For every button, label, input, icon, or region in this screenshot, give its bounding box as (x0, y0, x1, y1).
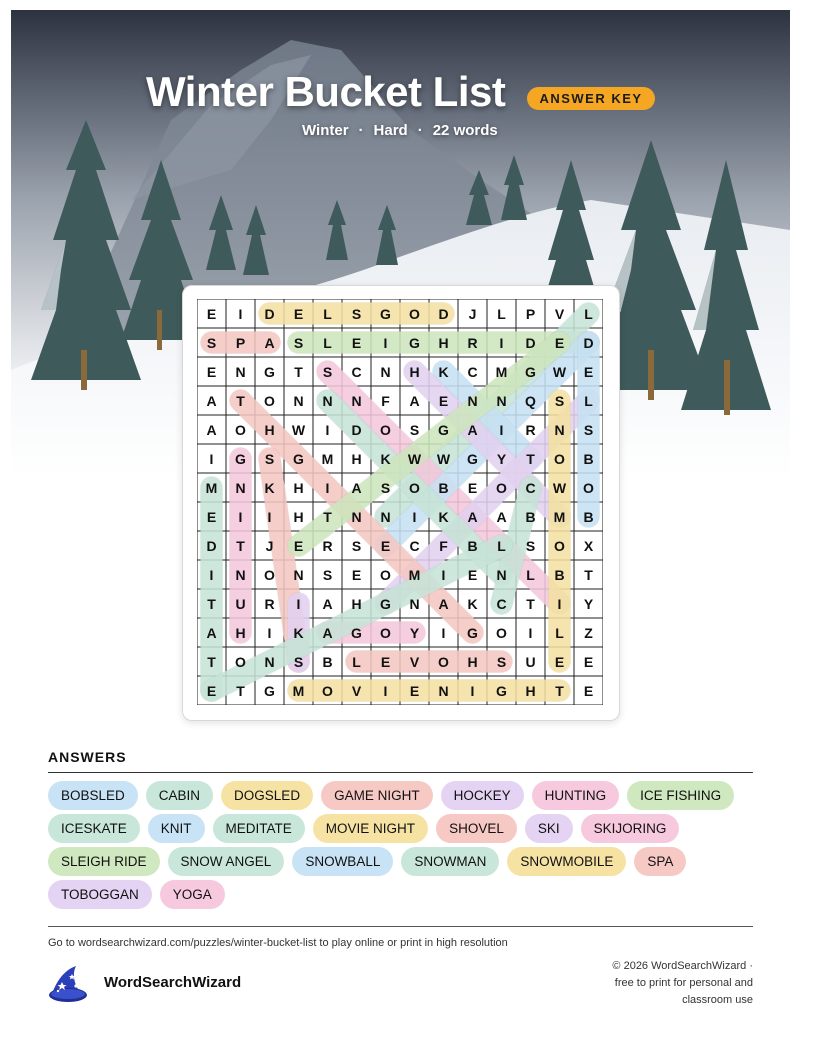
grid-letter: A (206, 392, 217, 409)
grid-letter: L (497, 305, 506, 322)
grid-letter: A (467, 421, 478, 438)
wizard-hat-icon (48, 964, 92, 1004)
answer-word-pill: ICE FISHING (627, 781, 734, 810)
grid-letter: R (264, 595, 275, 612)
grid-letter: N (235, 479, 246, 496)
copyright-line: free to print for personal and (614, 977, 753, 989)
grid-letter: N (496, 392, 507, 409)
footer-divider (48, 926, 753, 927)
grid-letter: W (407, 450, 422, 467)
grid-letter: H (235, 624, 246, 641)
grid-letter: A (206, 624, 217, 641)
grid-letter: I (470, 682, 475, 699)
grid-letter: K (380, 450, 391, 467)
grid-letter: S (293, 653, 304, 670)
grid-letter: O (438, 653, 449, 670)
grid-letter: E (583, 653, 594, 670)
grid-letter: O (322, 682, 333, 699)
answers-word-list (48, 781, 758, 909)
grid-letter: V (351, 682, 362, 699)
grid-letter: D (438, 305, 449, 322)
grid-letter: H (467, 653, 478, 670)
grid-letter: S (264, 450, 275, 467)
grid-letter: S (525, 537, 536, 554)
grid-letter: G (467, 450, 478, 467)
grid-letter: T (236, 392, 245, 409)
grid-letter: G (264, 363, 275, 380)
grid-letter: H (525, 682, 536, 699)
grid-letter: Z (584, 624, 593, 641)
grid-letter: L (555, 624, 564, 641)
grid-letter: E (438, 392, 449, 409)
grid-letter: I (441, 566, 446, 583)
grid-letter: A (264, 334, 275, 351)
grid-letter: G (264, 682, 275, 699)
grid-letter: T (555, 682, 564, 699)
grid-letter: A (206, 421, 217, 438)
grid-letter: M (495, 363, 508, 380)
grid-letter: E (467, 566, 478, 583)
grid-letter: U (525, 653, 536, 670)
grid-letter: H (351, 450, 362, 467)
grid-letter: S (583, 421, 594, 438)
grid-letter: C (409, 537, 420, 554)
page-title: Winter Bucket List (146, 68, 506, 115)
puzzle-meta (302, 122, 498, 139)
grid-letter: M (408, 566, 421, 583)
grid-letter: O (380, 566, 391, 583)
grid-letter: E (409, 682, 420, 699)
answer-word-pill: HUNTING (532, 781, 620, 810)
grid-letter: P (525, 305, 536, 322)
grid-letter: Y (496, 450, 507, 467)
grid-letter: I (528, 624, 533, 641)
grid-letter: E (583, 363, 594, 380)
grid-letter: H (293, 479, 304, 496)
grid-letter: M (553, 508, 566, 525)
answer-word-pill: GAME NIGHT (321, 781, 433, 810)
grid-letter: M (321, 450, 334, 467)
grid-letter: B (322, 653, 333, 670)
grid-letter: O (235, 653, 246, 670)
grid-letter: I (441, 624, 446, 641)
footer-url-text: Go to wordsearchwizard.com/puzzles/winter-bucket-list to play online or print in high resolution (48, 937, 508, 949)
grid-letter: E (380, 653, 391, 670)
grid-letter: W (552, 363, 567, 380)
grid-letter: N (293, 566, 304, 583)
grid-letter: T (526, 450, 535, 467)
grid-letter: V (554, 305, 565, 322)
grid-letter: H (264, 421, 275, 438)
grid-letter: J (468, 305, 477, 322)
grid-letter: S (496, 653, 507, 670)
grid-letter: I (296, 595, 301, 612)
meta-separator: · (358, 122, 364, 139)
grid-letter: G (380, 305, 391, 322)
grid-letter: A (322, 595, 333, 612)
grid-letter: I (499, 421, 504, 438)
grid-letter: G (351, 624, 362, 641)
grid-letter: G (438, 421, 449, 438)
grid-letter: O (409, 305, 420, 322)
copyright-line: © 2026 WordSearchWizard · (612, 960, 753, 972)
grid-letter: O (496, 624, 507, 641)
grid-letter: S (293, 334, 304, 351)
answer-word-pill: SHOVEL (436, 814, 517, 843)
grid-letter: W (436, 450, 451, 467)
grid-letter: S (409, 421, 420, 438)
grid-letter: N (409, 595, 420, 612)
grid-letter: A (351, 479, 362, 496)
answer-word-pill: SLEIGH RIDE (48, 847, 160, 876)
grid-letter: W (291, 421, 306, 438)
answer-word-pill: SNOWBALL (292, 847, 393, 876)
grid-letter: R (525, 421, 536, 438)
grid-letter: B (438, 479, 449, 496)
grid-letter: D (583, 334, 594, 351)
grid-letter: I (267, 624, 272, 641)
word-count-label: 22 words (432, 122, 498, 139)
grid-letter: L (323, 334, 332, 351)
grid-letter: P (235, 334, 246, 351)
grid-letter: I (238, 305, 243, 322)
grid-letter: O (380, 421, 391, 438)
answer-word-pill: SNOWMAN (401, 847, 499, 876)
grid-letter: J (265, 537, 274, 554)
grid-letter: M (205, 479, 218, 496)
answers-heading: ANSWERS (48, 749, 127, 765)
grid-letter: K (438, 363, 449, 380)
grid-letter: I (557, 595, 562, 612)
grid-letter: O (409, 479, 420, 496)
grid-letter: E (467, 479, 478, 496)
grid-letter: I (412, 508, 417, 525)
copyright-line: classroom use (682, 994, 753, 1006)
grid-letter: A (467, 508, 478, 525)
grid-letter: A (322, 624, 333, 641)
answer-word-pill: SKI (525, 814, 573, 843)
grid-letter: E (351, 566, 362, 583)
grid-letter: D (351, 421, 362, 438)
answer-word-pill: HOCKEY (441, 781, 524, 810)
grid-letter: C (467, 363, 478, 380)
grid-letter: L (323, 305, 332, 322)
grid-letter: S (380, 479, 391, 496)
answer-word-pill: SNOWMOBILE (507, 847, 626, 876)
grid-letter: K (438, 508, 449, 525)
grid-letter: E (583, 682, 594, 699)
grid-letter: I (209, 450, 214, 467)
grid-letter: N (380, 363, 391, 380)
grid-letter: E (554, 334, 565, 351)
copyright-text (583, 958, 753, 1009)
grid-letter: X (583, 537, 594, 554)
grid-letter: G (467, 624, 478, 641)
grid-letter: K (293, 624, 304, 641)
grid-letter: O (583, 479, 594, 496)
grid-letter: I (267, 508, 272, 525)
grid-letter: N (554, 421, 565, 438)
grid-letter: O (264, 566, 275, 583)
grid-letter: B (467, 537, 478, 554)
grid-letter: A (438, 595, 449, 612)
grid-letter: N (351, 392, 362, 409)
grid-letter: T (526, 595, 535, 612)
grid-letter: E (206, 305, 217, 322)
grid-letter: B (583, 450, 594, 467)
grid-letter: I (325, 421, 330, 438)
grid-letter: D (264, 305, 275, 322)
grid-letter: G (525, 363, 536, 380)
grid-letter: A (496, 508, 507, 525)
difficulty-label: Hard (373, 122, 408, 139)
grid-letter: T (236, 537, 245, 554)
grid-letter: S (351, 305, 362, 322)
answer-word-pill: SPA (634, 847, 686, 876)
grid-letter: M (292, 682, 305, 699)
grid-letter: N (293, 392, 304, 409)
answer-word-pill: ICESKATE (48, 814, 140, 843)
grid-letter: H (438, 334, 449, 351)
grid-letter: H (409, 363, 420, 380)
grid-letter: I (499, 334, 504, 351)
grid-letter: Q (525, 392, 536, 409)
grid-letter: T (323, 508, 332, 525)
grid-letter: L (584, 305, 593, 322)
grid-letter: N (380, 508, 391, 525)
grid-letter: N (235, 566, 246, 583)
answer-word-pill: TOBOGGAN (48, 880, 152, 909)
grid-letter: O (235, 421, 246, 438)
grid-letter: L (584, 392, 593, 409)
grid-letter: N (235, 363, 246, 380)
grid-letter: D (525, 334, 536, 351)
grid-letter: E (293, 537, 304, 554)
grid-letter: O (380, 624, 391, 641)
grid-letter: E (380, 537, 391, 554)
grid-letter: C (496, 595, 507, 612)
brand-name: WordSearchWizard (104, 974, 242, 991)
grid-letter: N (351, 508, 362, 525)
answer-word-pill: SKIJORING (581, 814, 680, 843)
grid-letter: F (439, 537, 448, 554)
grid-letter: H (351, 595, 362, 612)
grid-letter: E (554, 653, 565, 670)
grid-letter: Y (409, 624, 420, 641)
meta-separator: · (417, 122, 423, 139)
grid-letter: I (383, 334, 388, 351)
grid-letter: T (236, 682, 245, 699)
grid-letter: T (294, 363, 303, 380)
grid-letter: B (525, 508, 536, 525)
grid-letter: N (438, 682, 449, 699)
answers-divider (48, 772, 753, 773)
grid-letter: O (496, 479, 507, 496)
grid-letter: U (235, 595, 246, 612)
grid-letter: L (352, 653, 361, 670)
answer-word-pill: BOBSLED (48, 781, 138, 810)
grid-letter: R (467, 334, 478, 351)
answer-word-pill: YOGA (160, 880, 225, 909)
answer-word-pill: CABIN (146, 781, 213, 810)
grid-letter: L (526, 566, 535, 583)
grid-letter: S (351, 537, 362, 554)
grid-letter: N (496, 566, 507, 583)
grid-letter: N (322, 392, 333, 409)
answer-word-pill: MOVIE NIGHT (313, 814, 428, 843)
grid-letter: K (467, 595, 478, 612)
grid-letter: T (584, 566, 593, 583)
grid-letter: R (322, 537, 333, 554)
grid-letter: I (383, 682, 388, 699)
grid-letter: Y (583, 595, 594, 612)
grid-letter: S (206, 334, 217, 351)
theme-label: Winter (302, 122, 349, 139)
grid-letter: E (206, 508, 217, 525)
grid-letter: K (264, 479, 275, 496)
grid-letter: T (207, 653, 216, 670)
grid-letter: O (264, 392, 275, 409)
grid-letter: H (293, 508, 304, 525)
grid-letter: I (209, 566, 214, 583)
grid-letter: V (409, 653, 420, 670)
grid-letter: O (554, 450, 565, 467)
grid-letter: C (525, 479, 536, 496)
answer-key-badge: ANSWER KEY (527, 87, 655, 110)
grid-letter: E (206, 363, 217, 380)
grid-letter: W (552, 479, 567, 496)
grid-letter: T (207, 595, 216, 612)
grid-letter: C (351, 363, 362, 380)
grid-letter: S (322, 363, 333, 380)
grid-letter: O (554, 537, 565, 554)
grid-letter: S (322, 566, 333, 583)
grid-letter: D (206, 537, 217, 554)
grid-letter: N (467, 392, 478, 409)
grid-letter: I (238, 508, 243, 525)
grid-letter: B (583, 508, 594, 525)
grid-letter: G (380, 595, 391, 612)
grid-letter: S (554, 392, 565, 409)
word-search-grid (197, 299, 603, 705)
grid-letter: G (293, 450, 304, 467)
grid-letter: F (381, 392, 390, 409)
grid-letter: L (497, 537, 506, 554)
answer-word-pill: DOGSLED (221, 781, 313, 810)
answer-word-pill: KNIT (148, 814, 205, 843)
grid-letter: G (235, 450, 246, 467)
grid-letter: E (351, 334, 362, 351)
grid-letter: B (554, 566, 565, 583)
grid-letter: E (293, 305, 304, 322)
grid-letter: G (496, 682, 507, 699)
grid-letter: G (409, 334, 420, 351)
grid-letter: I (325, 479, 330, 496)
answer-word-pill: MEDITATE (213, 814, 305, 843)
answer-word-pill: SNOW ANGEL (168, 847, 285, 876)
grid-letter: E (206, 682, 217, 699)
grid-letter: N (264, 653, 275, 670)
grid-letter: A (409, 392, 420, 409)
